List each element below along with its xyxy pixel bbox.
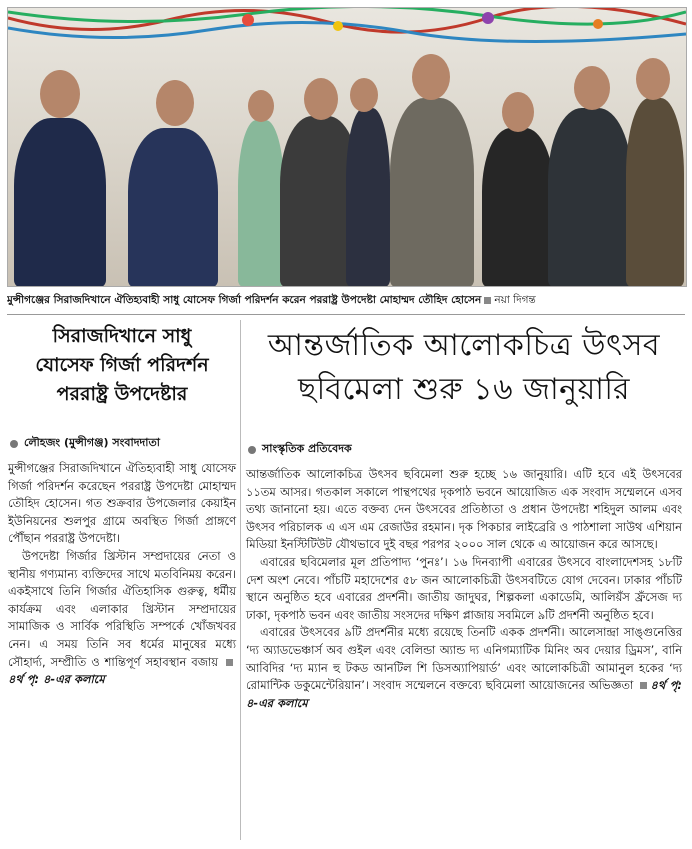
decoration-bunting	[8, 8, 686, 48]
bullet-icon	[248, 446, 256, 454]
right-paragraph-1: আন্তর্জাতিক আলোকচিত্র উৎসব ছবিমেলা শুরু হচ্ছে ১৬ জানুয়ারি। এটি হবে এই উৎসবের ১১তম আসর। গতকাল সকালে পান্থপথের দৃকপাঠ ভবনে আয়োজিত এক সংবাদ সম্মেলনে এসব তথ্য জানানো হয়। এতে বক্তব্য দেন উৎসবের প্রতিষ্ঠাতা ও প্রধান উপদেষ্টা শহিদুল আলম এবং উৎসব পরিচালক এ এস এম রেজাউর রহমান। দৃক পিকচার লাইব্রেরি ও পাঠশালা সাউথ এশিয়ান মিডিয়া ইনস্টিটিউট যৌথভাবে দুই বছর পরপর ২০০০ সাল থেকে এ আয়োজন করে আসছে।	[246, 467, 682, 552]
photo-caption	[7, 290, 685, 310]
person-7	[482, 128, 554, 287]
left-headline	[8, 322, 236, 409]
right-continued-link[interactable]: ৪র্থ পৃ: ৪-এর কলামে	[246, 678, 682, 710]
right-headline	[246, 324, 682, 412]
right-byline-text: সাংস্কৃতিক প্রতিবেদক	[262, 442, 352, 455]
square-icon	[640, 682, 647, 689]
left-continued-link[interactable]: ৪র্থ পৃ: ৪-এর কলামে	[8, 672, 105, 687]
left-headline-line-3: পররাষ্ট্র উপদেষ্টার	[56, 383, 188, 405]
person-police-2	[128, 128, 218, 287]
person-8	[548, 108, 632, 287]
person-3	[238, 120, 284, 287]
left-article-body	[8, 460, 236, 689]
left-headline-line-2: যোসেফ গির্জা পরিদর্শন	[35, 354, 209, 376]
caption-text: মুন্সীগঞ্জের সিরাজদিখানে ঐতিহ্যবাহী সাধু যোসেফ গির্জা পরিদর্শন করেন পররাষ্ট্র উপদেষ্টা মোহাম্মদ তৌহিদ হোসেন	[7, 294, 482, 306]
right-byline	[248, 440, 352, 459]
person-9	[626, 98, 684, 287]
right-headline-line-1: আন্তর্জাতিক আলোকচিত্র উৎসব	[267, 328, 661, 363]
right-article-body	[246, 466, 682, 712]
left-headline-line-1: সিরাজদিখানে সাধু	[52, 325, 192, 347]
left-paragraph-2-text: উপদেষ্টা গির্জার খ্রিস্টান সম্প্রদায়ের নেতা ও স্থানীয় গণ্যমান্য ব্যক্তিদের সাথে মতবিনিময় করেন। একইসাথে তিনি গির্জার ঐতিহাসিক গুরুত্ব, ধর্মীয় কার্যক্রম এবং এলাকার খ্রিস্টান সম্প্রদায়ের সামাজিক ও সার্বিক পরিস্থিতি সম্পর্কে খোঁজখবর নেন। এ সময় তিনি সব ধর্মের মানুষের মধ্যে সৌহার্দ্য, সম্প্রীতি ও শান্তিপূর্ণ সহাবস্থান বজায়	[8, 548, 236, 669]
person-5	[346, 108, 390, 287]
caption-source: নয়া দিগন্ত	[494, 294, 536, 306]
square-icon	[226, 659, 233, 666]
square-icon	[484, 297, 491, 304]
right-paragraph-2: এবারের ছবিমেলার মূল প্রতিপাদ্য ‘পুনঃ’। ১৬ দিনব্যাপী এবারের উৎসবে বাংলাদেশসহ ১৮টি দেশ অংশ নেবে। পাঁচটি মহাদেশের ৫৮ জন আলোকচিত্রী উৎসবটিতে যোগ দেবেন। ঢাকার পাঁচটি স্থানে অনুষ্ঠিত হবে এবারের প্রদর্শনী। জাতীয় জাদুঘর, শিল্পকলা একাডেমি, আলিয়ঁস ফ্রঁসেজ দ্য ঢাকা, দৃকপাঠ ভবন এবং জাতীয় সংসদের দক্ষিণ প্লাজায় সবমিলে ৯টি প্রদর্শনী অনুষ্ঠিত হবে।	[246, 554, 682, 622]
left-byline-text: লৌহজং (মুন্সীগঞ্জ) সংবাদদাতা	[24, 436, 160, 449]
news-photo	[7, 7, 687, 287]
right-paragraph-3-text: এবারের উৎসবের ৯টি প্রদর্শনীর মধ্যে রয়েছে তিনটি একক প্রদর্শনী। আলেসান্দ্রা সাঙ্গুনেত্তির ‘দ্য অ্যাডভেঞ্চার্স অব গুইল এবং বেলিন্ডা অ্যান্ড দ্য এনিগম্যাটিক মিনিং অব দেয়ার ড্রিমস’, বানি আবিদির ‘দ্য ম্যান হু টকড আনটিল শি ডিসঅ্যাপিয়ার্ড’ এবং আলোকচিত্রী আমানুল হকের ‘দ্য রোমান্টিক ডকুমেন্টেরিয়ান’। সংবাদ সম্মেলনে বক্তব্যে ছবিমেলা আয়োজনের অভিজ্ঞতা	[246, 625, 682, 693]
bullet-icon	[10, 440, 18, 448]
divider	[7, 314, 685, 315]
right-headline-line-2: ছবিমেলা শুরু ১৬ জানুয়ারি	[297, 372, 631, 407]
left-paragraph-1: মুন্সীগঞ্জের সিরাজদিখানে ঐতিহ্যবাহী সাধু যোসেফ গির্জা পরিদর্শন করেছেন পররাষ্ট্র উপদেষ্টা মোহাম্মদ তৌহিদ হোসেন। গত শুক্রবার উপজেলার কেয়াইন ইউনিয়নের শুলপুর গ্রামে অবস্থিত গির্জা প্রাঙ্গণে পৌঁছান পররাষ্ট্র উপদেষ্টা।	[8, 461, 236, 546]
left-byline	[10, 434, 160, 453]
column-divider	[240, 320, 241, 840]
person-advisor	[390, 98, 474, 287]
person-police-1	[14, 118, 106, 287]
left-paragraph-2	[8, 548, 236, 689]
right-paragraph-3	[246, 624, 682, 712]
